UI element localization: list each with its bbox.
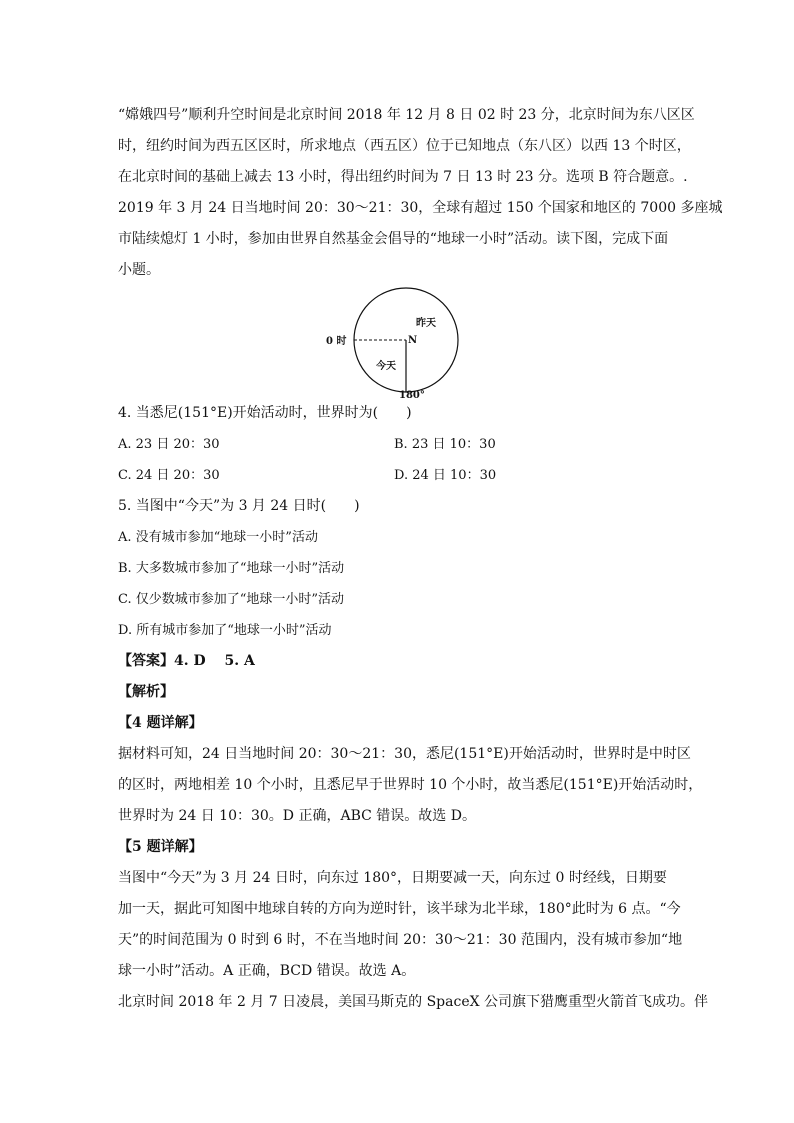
q5-option-b: B. 大多数城市参加了“地球一小时”活动 xyxy=(118,561,345,576)
q4-option-a: A. 23 日 20：30 xyxy=(118,437,220,452)
q5-option-a: A. 没有城市参加“地球一小时”活动 xyxy=(118,530,318,545)
detail5-heading: 【5 题详解】 xyxy=(118,839,203,855)
detail5-line-4: 球一小时”活动。A 正确，BCD 错误。故选 A。 xyxy=(118,963,416,979)
q4-options-row-1 xyxy=(118,429,678,460)
intro-line-6: 小题。 xyxy=(118,262,160,278)
q5-option-c: C. 仅少数城市参加了“地球一小时”活动 xyxy=(118,592,345,607)
document-page xyxy=(118,100,723,1018)
q5-option-d: D. 所有城市参加了“地球一小时”活动 xyxy=(118,623,332,638)
detail5-line-2: 加一天，据此可知图中地球自转的方向为逆时针，该半球为北半球，180°此时为 6 点。“今 xyxy=(118,901,681,917)
q4-options-row-2 xyxy=(118,460,678,491)
intro-line-1: “嫦娥四号”顺利升空时间是北京时间 2018 年 12 月 8 日 02 时 23 分，北京时间为东八区区 xyxy=(118,107,695,123)
detail4-line-1: 据材料可知，24 日当地时间 20：30～21：30，悉尼(151°E)开始活动时，世界时是中时区 xyxy=(118,746,691,762)
q4-option-d: D. 24 日 10：30 xyxy=(394,468,497,483)
meridian-180-label: 180° xyxy=(399,390,425,401)
detail4-line-3: 世界时为 24 日 10：30。D 正确，ABC 错误。故选 D。 xyxy=(118,808,476,824)
intro-line-5: 市陆续熄灯 1 小时，参加由世界自然基金会倡导的“地球一小时”活动。读下图，完成下面 xyxy=(118,231,669,247)
detail5-line-3: 天”的时间范围为 0 时到 6 时，不在当地时间 20：30～21：30 范围内，没有城市参加“地 xyxy=(118,932,683,948)
today-label: 今天 xyxy=(376,361,396,372)
yesterday-label: 昨天 xyxy=(416,318,436,329)
zero-hour-label: 0 时 xyxy=(326,336,347,347)
tail-line-1: 北京时间 2018 年 2 月 7 日凌晨，美国马斯克的 SpaceX 公司旗下猎鹰重型火箭首飞成功。伴 xyxy=(118,994,709,1010)
q4-stem: 4. 当悉尼(151°E)开始活动时，世界时为( ) xyxy=(118,405,412,421)
answer-label: 【答案】4. D 5. A xyxy=(118,653,255,669)
intro-line-4: 2019 年 3 月 24 日当地时间 20：30～21：30，全球有超过 150 个国家和地区的 7000 多座城 xyxy=(118,200,723,216)
detail5-line-1: 当图中“今天”为 3 月 24 日时，向东过 180°，日期要减一天，向东过 0 时经线，日期要 xyxy=(118,870,667,886)
q4-option-c: C. 24 日 20：30 xyxy=(118,468,220,483)
q5-stem: 5. 当图中“今天”为 3 月 24 日时( ) xyxy=(118,498,360,514)
north-pole-label: N xyxy=(408,335,418,346)
intro-line-3: 在北京时间的基础上减去 13 小时，得出纽约时间为 7 日 13 时 23 分。选项 B 符合题意。. xyxy=(118,169,688,185)
date-line-diagram xyxy=(118,292,678,401)
intro-line-2: 时，纽约时间为西五区区时，所求地点（西五区）位于已知地点（东八区）以西 13 个时区， xyxy=(118,138,691,154)
diagram-svg xyxy=(326,292,470,392)
q4-option-b: B. 23 日 10：30 xyxy=(394,437,496,452)
analysis-label: 【解析】 xyxy=(118,684,174,700)
detail4-heading: 【4 题详解】 xyxy=(118,715,203,731)
detail4-line-2: 的区时，两地相差 10 个小时，且悉尼早于世界时 10 个小时，故当悉尼(151°E)开始活动时， xyxy=(118,777,703,793)
